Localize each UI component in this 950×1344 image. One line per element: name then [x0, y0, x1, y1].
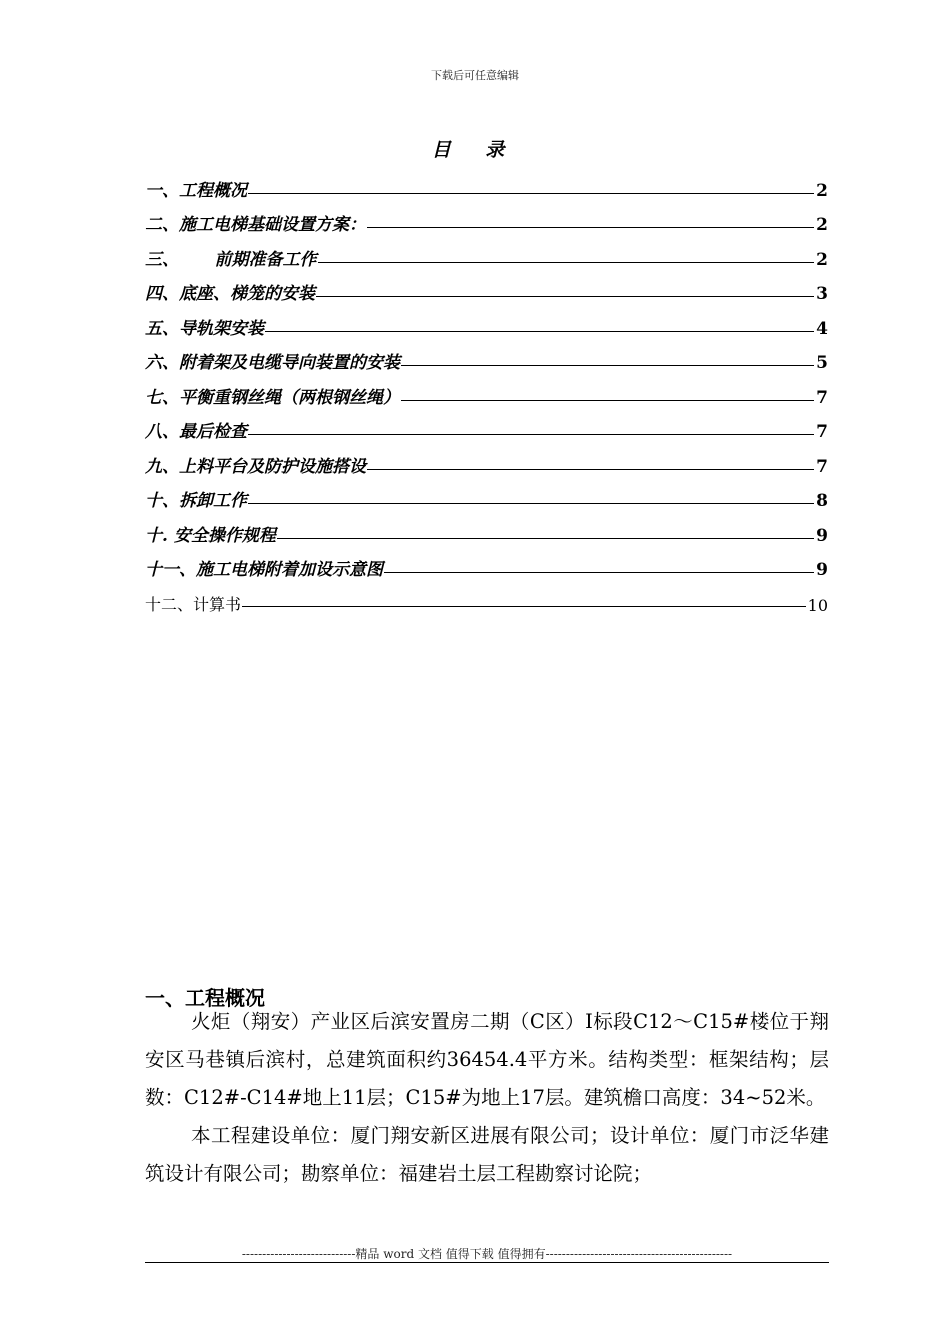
- toc-entry-page: 4: [816, 318, 828, 339]
- toc-entry[interactable]: [145, 442, 828, 477]
- toc-leader-line: [367, 227, 814, 228]
- toc-entry-label: 五、导轨架安装: [145, 318, 264, 339]
- toc-entry[interactable]: [145, 373, 828, 408]
- toc-leader-line: [316, 296, 814, 297]
- toc-entry[interactable]: [145, 304, 828, 339]
- toc-leader-line: [401, 400, 814, 401]
- toc-leader-line: [242, 606, 806, 607]
- section-body: [145, 1003, 829, 1193]
- page-footer: ----------------------------精品 word 文档 值得下载 值得拥有----------------------------------------------: [241, 1247, 733, 1261]
- toc-entry-label: 十二、计算书: [145, 594, 242, 614]
- toc-entry-page: 3: [816, 284, 828, 304]
- toc-leader-line: [248, 434, 814, 435]
- toc-entry-page: 9: [816, 525, 828, 546]
- toc-entry[interactable]: [145, 235, 828, 270]
- toc-entry[interactable]: [145, 270, 828, 305]
- footer-divider: [145, 1262, 829, 1263]
- toc-entry[interactable]: [145, 166, 828, 201]
- toc-entry-label: 四、底座、梯笼的安装: [145, 284, 315, 304]
- toc-leader-line: [367, 469, 814, 470]
- toc-entry[interactable]: [145, 511, 828, 546]
- toc-entry-label: 十. 安全操作规程: [145, 525, 276, 546]
- toc-entry[interactable]: [145, 339, 828, 374]
- toc-entry-page: 5: [816, 353, 828, 373]
- toc-entry-page: 7: [816, 422, 828, 442]
- toc-entry-page: 9: [816, 560, 828, 580]
- toc-entry-label: 六、附着架及电缆导向装置的安装: [145, 353, 400, 373]
- page-header: 下载后可任意编辑: [431, 69, 519, 82]
- toc-leader-line: [248, 193, 814, 194]
- section-heading: 一、工程概况: [145, 986, 265, 1010]
- toc-entry[interactable]: [145, 580, 828, 615]
- toc-entry-page: 2: [816, 249, 828, 270]
- table-of-contents: [145, 166, 828, 615]
- toc-entry-page: 8: [816, 491, 828, 511]
- toc-leader-line: [318, 262, 815, 263]
- toc-entry-label: 八、最后检查: [145, 422, 247, 442]
- toc-leader-line: [277, 538, 814, 539]
- toc-entry-label: 十、拆卸工作: [145, 491, 247, 511]
- toc-entry-page: 10: [807, 595, 828, 615]
- toc-leader-line: [384, 572, 814, 573]
- toc-title: 目 录: [431, 139, 519, 161]
- toc-entry[interactable]: [145, 546, 828, 581]
- toc-entry[interactable]: [145, 477, 828, 512]
- toc-entry-page: 2: [816, 180, 828, 201]
- toc-entry-page: 7: [816, 456, 828, 477]
- toc-leader-line: [265, 331, 814, 332]
- toc-leader-line: [248, 503, 814, 504]
- body-paragraph: 本工程建设单位：厦门翔安新区进展有限公司；设计单位：厦门市泛华建筑设计有限公司；勘察单位：福建岩土层工程勘察讨论院；: [145, 1124, 829, 1185]
- toc-entry-label: 七、平衡重钢丝绳（两根钢丝绳）: [145, 387, 400, 408]
- toc-entry-label: 二、施工电梯基础设置方案：: [145, 215, 366, 235]
- toc-entry-label: 十一、施工电梯附着加设示意图: [145, 560, 383, 580]
- toc-entry-label: 九、上料平台及防护设施搭设: [145, 456, 366, 477]
- toc-entry-label: 一、工程概况: [145, 180, 247, 201]
- toc-entry-label: 三、 前期准备工作: [145, 249, 317, 270]
- toc-entry[interactable]: [145, 201, 828, 236]
- body-paragraph: 火炬（翔安）产业区后滨安置房二期（C区）I标段C12～C15#楼位于翔安区马巷镇后滨村，总建筑面积约36454.4平方米。结构类型：框架结构；层数：C12#-C14#地上11层；C15#为地上17层。建筑檐口高度：34~52米。: [145, 1010, 829, 1109]
- toc-entry[interactable]: [145, 408, 828, 443]
- toc-entry-page: 2: [816, 215, 828, 235]
- toc-leader-line: [401, 365, 814, 366]
- toc-entry-page: 7: [816, 387, 828, 408]
